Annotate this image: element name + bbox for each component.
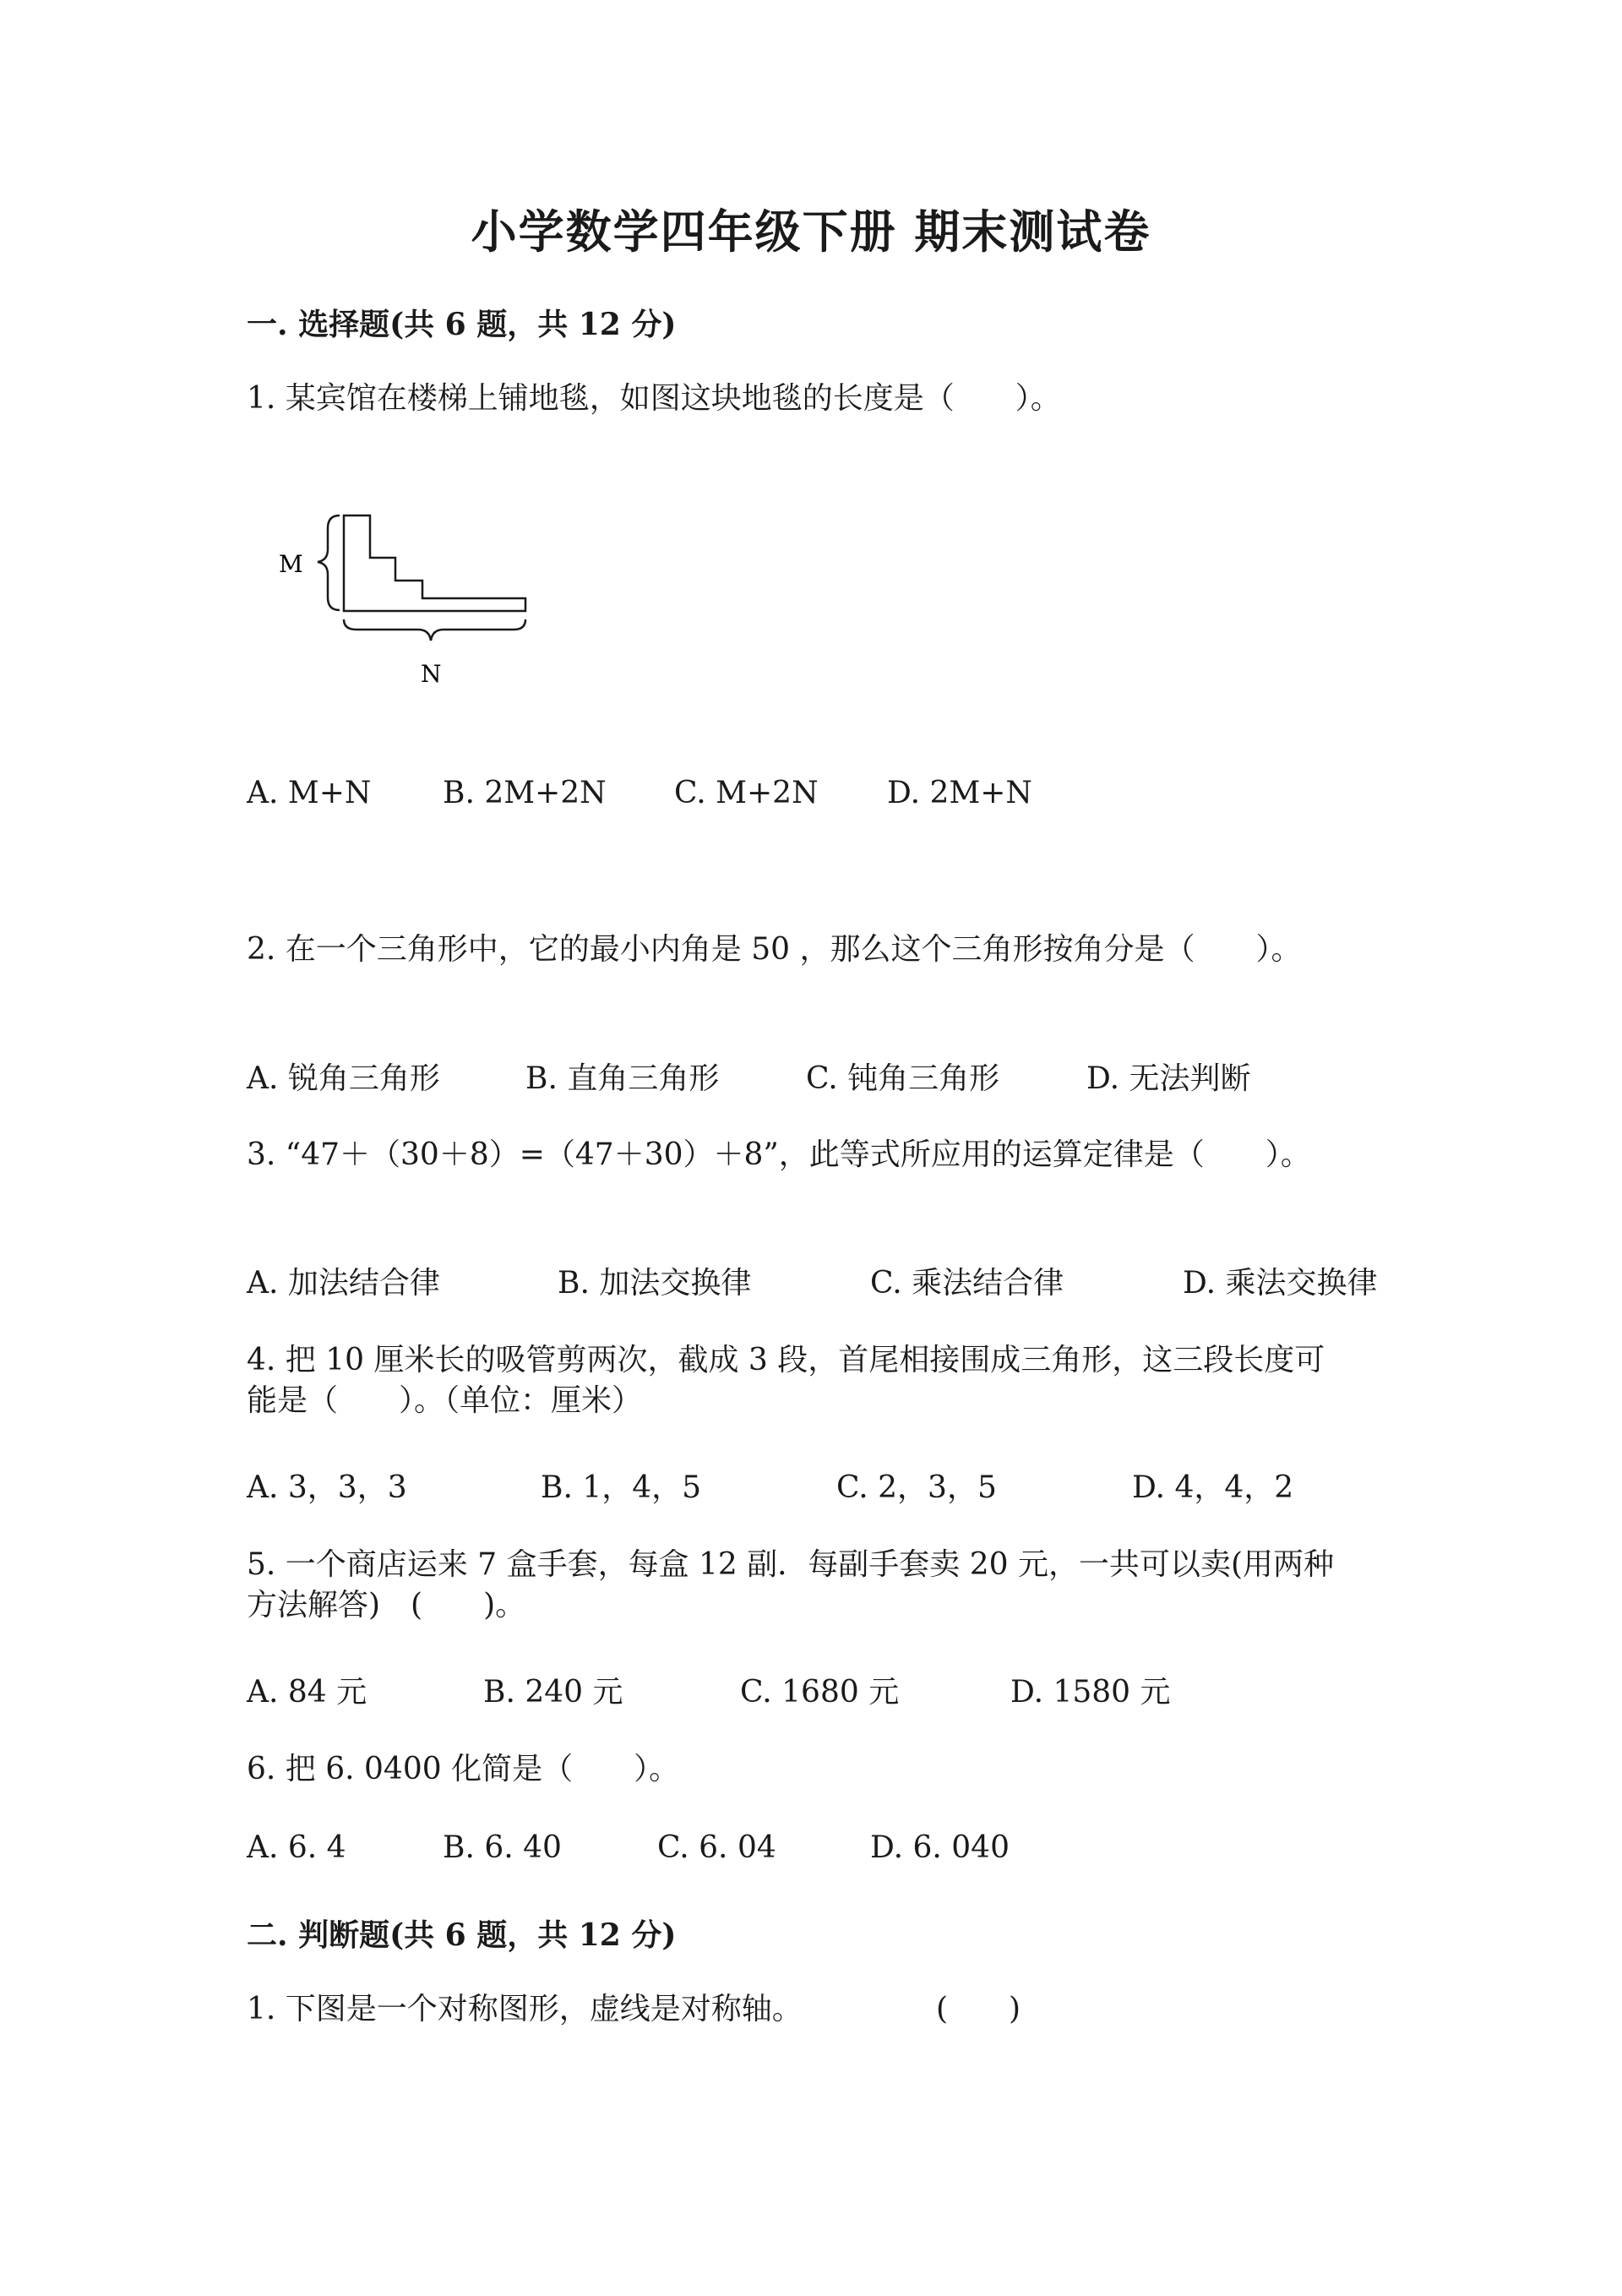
section-heading-choice: 一. 选择题(共 6 题，共 12 分) — [247, 307, 677, 342]
n-label: N — [421, 660, 442, 688]
question-5-stem-line-2: 方法解答) ( )。 — [247, 1588, 526, 1622]
question-4-stem-line-1: 4. 把 10 厘米长的吸管剪两次，截成 3 段，首尾相接围成三角形，这三段长度可 — [247, 1343, 1325, 1377]
q5-option-d[interactable]: D. 1580 元 — [1010, 1675, 1171, 1710]
q3-option-a[interactable]: A. 加法结合律 — [247, 1266, 440, 1301]
m-label: M — [279, 550, 303, 578]
q5-option-a[interactable]: A. 84 元 — [247, 1675, 367, 1710]
q2-option-a[interactable]: A. 锐角三角形 — [247, 1061, 440, 1096]
question-3-stem: 3. “47＋（30＋8）=（47＋30）＋8”，此等式所应用的运算定律是（ ）。 — [247, 1137, 1311, 1172]
page-title: 小学数学四年级下册 期末测试卷 — [471, 205, 1151, 259]
q4-option-c[interactable]: C. 2，3，5 — [836, 1470, 997, 1505]
q5-option-c[interactable]: C. 1680 元 — [740, 1675, 900, 1710]
n-brace — [344, 619, 525, 641]
question-5-stem-line-1: 5. 一个商店运来 7 盒手套，每盒 12 副．每副手套卖 20 元，一共可以卖(用两种 — [247, 1547, 1335, 1582]
q6-option-b[interactable]: B. 6. 40 — [443, 1830, 562, 1865]
q3-option-d[interactable]: D. 乘法交换律 — [1183, 1266, 1378, 1301]
question-6-stem: 6. 把 6. 0400 化简是（ ）。 — [247, 1752, 680, 1786]
q5-option-b[interactable]: B. 240 元 — [483, 1675, 623, 1710]
section-heading-judgement: 二. 判断题(共 6 题，共 12 分) — [247, 1917, 677, 1953]
question-1-stem: 1. 某宾馆在楼梯上铺地毯，如图这块地毯的长度是（ ）。 — [247, 381, 1061, 416]
question-4-stem-line-2: 能是（ ）。（单位：厘米） — [247, 1383, 643, 1418]
q3-option-b[interactable]: B. 加法交换律 — [558, 1266, 752, 1301]
q3-option-c[interactable]: C. 乘法结合律 — [870, 1266, 1064, 1301]
q4-option-b[interactable]: B. 1，4，5 — [541, 1470, 702, 1505]
q6-option-c[interactable]: C. 6. 04 — [657, 1830, 776, 1865]
q1-option-a[interactable]: A. M+N — [247, 776, 372, 810]
q6-option-d[interactable]: D. 6. 040 — [870, 1830, 1010, 1865]
q4-option-a[interactable]: A. 3，3，3 — [247, 1470, 407, 1505]
m-brace — [318, 515, 340, 610]
q2-option-c[interactable]: C. 钝角三角形 — [806, 1061, 1000, 1096]
q4-option-d[interactable]: D. 4，4，2 — [1132, 1470, 1294, 1505]
carpet-stairs-figure — [262, 503, 541, 701]
judgement-1-stem: 1. 下图是一个对称图形，虚线是对称轴。 — [247, 1992, 803, 2026]
q2-option-b[interactable]: B. 直角三角形 — [525, 1061, 720, 1096]
q1-option-c[interactable]: C. M+2N — [674, 776, 819, 810]
q2-option-d[interactable]: D. 无法判断 — [1086, 1061, 1251, 1096]
q6-option-a[interactable]: A. 6. 4 — [247, 1830, 346, 1865]
question-2-stem: 2. 在一个三角形中，它的最小内角是 50 ，那么这个三角形按角分是（ ）。 — [247, 932, 1302, 967]
q1-option-b[interactable]: B. 2M+2N — [443, 776, 607, 810]
q1-option-d[interactable]: D. 2M+N — [887, 776, 1032, 810]
judgement-1-answer-blank[interactable]: ( ) — [936, 1992, 1021, 2026]
carpet-shape — [344, 515, 525, 611]
